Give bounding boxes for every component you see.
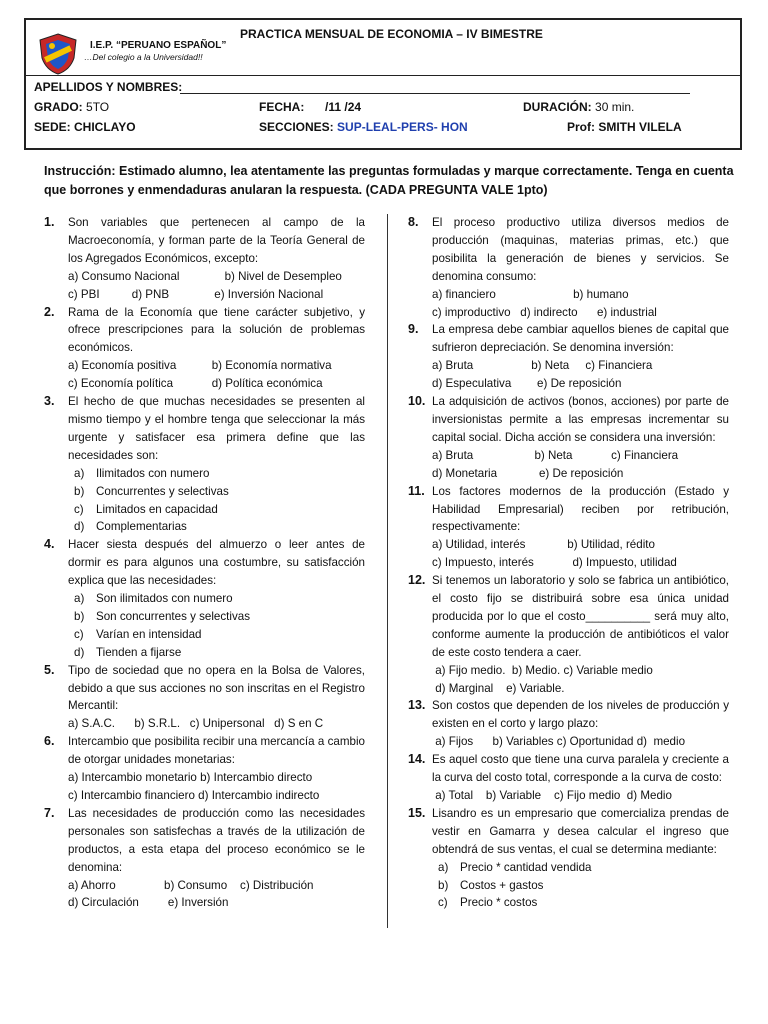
question-text: Son variables que pertenecen al campo de la Macroeconomía, y forman parte de la Teoría General de los Agregados Económicos, excepto: — [68, 216, 365, 265]
grade-value: 5TO — [86, 100, 110, 114]
question-item — [44, 662, 365, 734]
question-number: 1. — [44, 215, 55, 229]
question-text: Son costos que dependen de los niveles de producción y existen en el corto y largo plazo: — [432, 699, 729, 731]
answer-options-line[interactable]: c) Intercambio financiero d) Intercambio indirecto — [68, 789, 320, 802]
question-number: 7. — [44, 805, 55, 820]
question-number: 13. — [408, 698, 426, 713]
answer-option[interactable] — [68, 590, 365, 608]
question-number: 2. — [44, 304, 55, 319]
answer-option[interactable] — [432, 859, 729, 877]
question-text: Intercambio que posibilita recibir una mercancía a cambio de otorgar unidades monetarias: — [68, 735, 365, 767]
school-motto: …Del colegio a la Universidad!! — [84, 52, 203, 62]
option-letter: a) — [74, 466, 85, 480]
option-text: Varían en intensidad — [96, 627, 202, 641]
question-number: 8. — [408, 215, 419, 229]
question-number: 9. — [408, 322, 419, 337]
question-item — [408, 483, 729, 573]
question-text: Lisandro es un empresario que comercializa prendas de vestir en Gamarra y desea calcular el ingreso que obtendrá de sus ventas, el cual se determina mediante: — [432, 806, 729, 856]
question-item — [408, 751, 729, 805]
option-text: Complementarias — [96, 520, 187, 534]
option-text: Precio * costos — [460, 896, 538, 910]
question-item — [408, 697, 729, 751]
answer-options-line[interactable]: a) Utilidad, interés b) Utilidad, rédito — [432, 538, 655, 552]
option-text: Son ilimitados con numero — [96, 592, 233, 606]
question-item — [44, 536, 365, 661]
instruction-text: Instrucción: Estimado alumno, lea atentamente las preguntas formuladas y marque correctamente. Tenga en cuenta que borrones y enmendaduras anularan la respuesta. (CADA PREGUNTA VALE 1pto) — [44, 164, 734, 197]
option-letter: b) — [438, 878, 449, 892]
answer-option[interactable] — [432, 894, 729, 912]
option-letter: a) — [438, 860, 449, 874]
answer-options-line[interactable]: a) Intercambio monetario b) Intercambio directo — [68, 771, 313, 785]
sections-field — [259, 120, 468, 134]
question-item — [44, 805, 365, 912]
school-logo-icon — [36, 32, 80, 76]
question-number: 4. — [44, 537, 55, 552]
option-text: Son concurrentes y selectivas — [96, 609, 251, 623]
question-number: 12. — [408, 573, 426, 588]
question-number: 3. — [44, 394, 55, 409]
question-text: Tipo de sociedad que no opera en la Bolsa de Valores, debido a que sus acciones no son inscritas en el Registro Mercantil: — [68, 663, 365, 713]
answer-options-line[interactable]: c) PBI d) PNB e) Inversión Nacional — [68, 287, 324, 301]
question-number: 6. — [44, 734, 55, 749]
option-letter: d) — [74, 520, 85, 534]
duration-value: 30 min. — [595, 100, 635, 114]
option-letter: d) — [74, 645, 85, 659]
question-number: 10. — [408, 394, 426, 409]
answer-options-line[interactable]: c) Economía política d) Política económica — [68, 377, 323, 391]
answer-options-line[interactable]: a) Economía positiva b) Economía normativa — [68, 359, 332, 373]
school-name: I.E.P. “PERUANO ESPAÑOL” — [90, 40, 227, 51]
duration-field — [523, 100, 634, 114]
question-text: Las necesidades de producción como las necesidades personales son satisfechas a través de la utilización de productos, a esta etapa del proceso económico se le denomina: — [68, 806, 365, 874]
answer-options-line[interactable]: a) Total b) Variable c) Fijo medio d) Medio — [432, 789, 672, 802]
answer-option[interactable] — [68, 644, 365, 662]
answer-options-line[interactable]: a) Bruta b) Neta c) Financiera — [432, 448, 679, 462]
question-item — [408, 321, 729, 393]
option-text: Concurrentes y selectivas — [96, 484, 229, 498]
answer-options-line[interactable]: d) Marginal e) Variable. — [432, 681, 565, 695]
answer-options-line[interactable]: a) Ahorro b) Consumo c) Distribución — [68, 878, 314, 892]
answer-option[interactable] — [68, 518, 365, 536]
answer-options-line[interactable]: a) Fijo medio. b) Medio. c) Variable medio — [432, 663, 653, 677]
question-text: Es aquel costo que tiene una curva paralela y creciente a la curva del costo total, corresponde a la curva de costo: — [432, 753, 729, 785]
answer-option[interactable] — [68, 465, 365, 483]
sections-value: SUP-LEAL-PERS- HON — [337, 120, 468, 134]
answer-options-line[interactable]: a) Bruta b) Neta c) Financiera — [432, 359, 653, 373]
sede-label: SEDE: CHICLAYO — [34, 120, 136, 134]
answer-options-line[interactable]: a) S.A.C. b) S.R.L. c) Unipersonal d) S en C — [68, 717, 324, 731]
answer-options-line[interactable]: d) Circulación e) Inversión — [68, 896, 229, 910]
question-text: La empresa debe cambiar aquellos bienes de capital que sufrieron depreciación. Se denomina inversión: — [432, 323, 729, 355]
question-item — [44, 733, 365, 805]
option-letter: c) — [438, 896, 448, 910]
question-number: 5. — [44, 662, 55, 677]
answer-options-line[interactable]: c) Impuesto, interés d) Impuesto, utilidad — [432, 556, 677, 570]
option-text: Tienden a fijarse — [96, 645, 182, 659]
question-text: Si tenemos un laboratorio y solo se fabrica un antibiótico, el costo fijo se distribuirá sobre esa única unidad producida por lo que el costo__________ será muy alto, conforme aumente la producción de antibióticos el valor de este costo tendera a caer. — [432, 574, 729, 659]
answer-options-line[interactable]: d) Monetaria e) De reposición — [432, 466, 624, 480]
question-item — [408, 214, 729, 321]
question-number: 11. — [408, 483, 425, 498]
questions-right-column — [408, 214, 729, 912]
question-text: Rama de la Economía que tiene carácter subjetivo, y ofrece prescripciones para la solución de problemas económicos. — [68, 305, 365, 355]
answer-option[interactable] — [68, 501, 365, 519]
question-text: La adquisición de activos (bonos, acciones) por parte de inversionistas permite a las empresas incrementar su capital social. Dicha acción se considera una inversión: — [432, 395, 729, 444]
question-text: Los factores modernos de la producción (Estado y Habilidad Empresarial) reciben por retribución, respectivamente: — [432, 484, 729, 534]
answer-option[interactable] — [68, 626, 365, 644]
question-item — [44, 393, 365, 536]
option-letter: c) — [74, 627, 84, 641]
question-item — [44, 304, 365, 394]
option-text: Ilimitados con numero — [96, 466, 210, 480]
grade-field — [34, 100, 109, 114]
answer-options-line[interactable]: a) financiero b) humano — [432, 287, 629, 301]
questions-left-column — [44, 214, 365, 912]
option-text: Costos + gastos — [460, 878, 544, 892]
names-fill-line[interactable] — [180, 93, 690, 94]
grade-label: GRADO: — [34, 100, 83, 114]
option-text: Precio * cantidad vendida — [460, 860, 592, 874]
option-letter: a) — [74, 592, 85, 606]
header-divider — [24, 75, 742, 76]
page-title: PRACTICA MENSUAL DE ECONOMIA – IV BIMESTRE — [240, 27, 543, 41]
duration-label: DURACIÓN: — [523, 100, 592, 114]
option-text: Limitados en capacidad — [96, 502, 218, 516]
professor-label: Prof: SMITH VILELA — [567, 120, 682, 134]
question-number: 14. — [408, 752, 426, 767]
column-divider — [387, 214, 388, 928]
answer-options-line[interactable]: a) Consumo Nacional b) Nivel de Desempleo — [68, 269, 342, 283]
question-item — [408, 805, 729, 912]
names-label: APELLIDOS Y NOMBRES: — [34, 80, 183, 94]
option-letter: b) — [74, 609, 85, 623]
question-item — [44, 214, 365, 304]
answer-options-line[interactable]: d) Especulativa e) De reposición — [432, 377, 622, 391]
answer-option[interactable] — [68, 608, 365, 626]
date-value: /11 /24 — [325, 100, 362, 114]
question-item — [408, 393, 729, 483]
answer-option[interactable] — [68, 483, 365, 501]
question-number: 15. — [408, 805, 426, 820]
question-item — [408, 572, 729, 697]
answer-option[interactable] — [432, 877, 729, 895]
question-text: Hacer siesta después del almuerzo o leer antes de dormir es para algunos una costumbre, su satisfacción explica que las necesidades: — [68, 538, 365, 588]
date-label: FECHA: — [259, 100, 305, 114]
option-letter: c) — [74, 502, 84, 516]
answer-options-line[interactable]: a) Fijos b) Variables c) Oportunidad d) medio — [432, 735, 686, 749]
question-text: El proceso productivo utiliza diversos medios de producción (maquinas, materias primas, etc.) que posibilita la generación de bienes y servicios. Se denomina consumo: — [432, 216, 729, 283]
option-letter: b) — [74, 484, 85, 498]
answer-options-line[interactable]: c) improductivo d) indirecto e) industrial — [432, 305, 657, 319]
date-field — [259, 100, 361, 114]
sections-label: SECCIONES: — [259, 120, 334, 134]
question-text: El hecho de que muchas necesidades se presenten al mismo tiempo y el hombre tenga que seleccionar la más urgente y satisfacer esa primera define que las necesidades son: — [68, 395, 365, 462]
